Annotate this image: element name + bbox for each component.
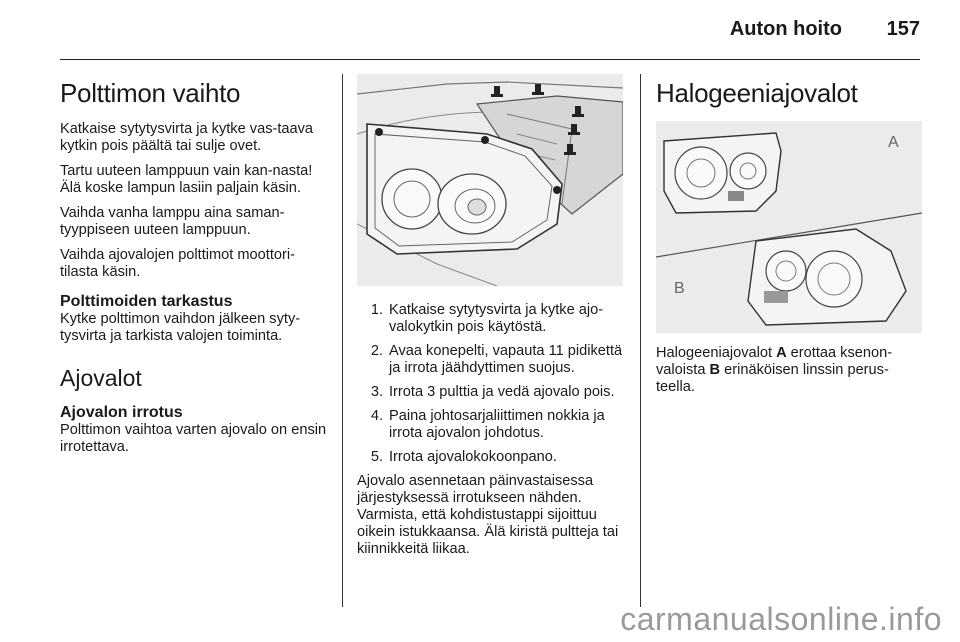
- column-left: [60, 74, 328, 464]
- paragraph: Vaihda ajovalojen polttimot moottori-tilasta käsin.: [60, 247, 295, 280]
- step-number: 1.: [370, 302, 383, 318]
- step-number: 4.: [370, 408, 383, 424]
- section-title: Ajovalot: [60, 365, 142, 391]
- list-item: [357, 449, 623, 466]
- section-title: Polttimon vaihto: [60, 78, 241, 108]
- step-number: 2.: [370, 343, 383, 359]
- text-run: erottaa ksenon-valoista: [656, 345, 893, 378]
- text-run: Halogeeniajovalot: [656, 345, 777, 361]
- headlamp-removal-illustration: [357, 74, 623, 286]
- list-item: [357, 343, 623, 377]
- figure-label-a: A: [888, 134, 899, 151]
- column-divider: [342, 74, 343, 607]
- paragraph: Polttimon vaihtoa varten ajovalo on ensin irrotettava.: [60, 422, 327, 455]
- step-list: [357, 302, 623, 466]
- subsection-title: Ajovalon irrotus: [60, 404, 183, 421]
- step-text: Katkaise sytytysvirta ja kytke ajo-valokytkin pois käytöstä.: [389, 302, 604, 335]
- paragraph: Kytke polttimon vaihdon jälkeen syty-tysvirta ja tarkista valojen toiminta.: [60, 311, 301, 344]
- paragraph: Ajovalo asennetaan päinvastaisessa järjestyksessä irrotukseen nähden. Varmista, että kohdistustappi sijoittuu oikein istukkaansa. Älä kiristä pultteja tai kiinnikkeitä liikaa.: [357, 473, 619, 557]
- step-number: 5.: [370, 449, 383, 465]
- page-header: [60, 0, 920, 60]
- step-text: Avaa konepelti, vapauta 11 pidikettä ja irrota jäähdyttimen suojus.: [389, 343, 623, 376]
- section-title: Halogeeniajovalot: [656, 78, 858, 108]
- paragraph: Tartu uuteen lamppuun vain kan-nasta! Älä koske lampun lasiin paljain käsin.: [60, 163, 313, 196]
- page-number: 157: [886, 18, 920, 40]
- watermark: carmanualsonline.info: [620, 601, 942, 637]
- column-divider: [640, 74, 641, 607]
- list-item: [357, 384, 623, 401]
- paragraph: Katkaise sytytysvirta ja kytke vas-taava kytkin pois päältä tai sulje ovet.: [60, 121, 314, 154]
- step-text: Irrota ajovalokokoonpano.: [389, 449, 557, 465]
- column-right: [656, 74, 922, 404]
- figure-label-b: B: [674, 280, 685, 297]
- paragraph: [656, 345, 922, 396]
- paragraph: Vaihda vanha lamppu aina saman-tyyppiseen uuteen lamppuun.: [60, 205, 285, 238]
- halogen-vs-xenon-illustration: [656, 121, 922, 333]
- chapter-title: Auton hoito: [729, 18, 842, 40]
- step-text: Irrota 3 pulttia ja vedä ajovalo pois.: [389, 384, 615, 400]
- list-item: [357, 408, 623, 442]
- step-number: 3.: [370, 384, 383, 400]
- column-middle: [357, 74, 623, 558]
- text-run: erinäköisen linssin perus-teella.: [656, 362, 889, 395]
- label-b: B: [709, 362, 721, 378]
- header-rule: [60, 59, 920, 60]
- step-text: Paina johtosarjaliittimen nokkia ja irrota ajovalon johdotus.: [389, 408, 605, 441]
- label-a: A: [776, 345, 787, 361]
- subsection-title: Polttimoiden tarkastus: [60, 293, 233, 310]
- list-item: [357, 302, 623, 336]
